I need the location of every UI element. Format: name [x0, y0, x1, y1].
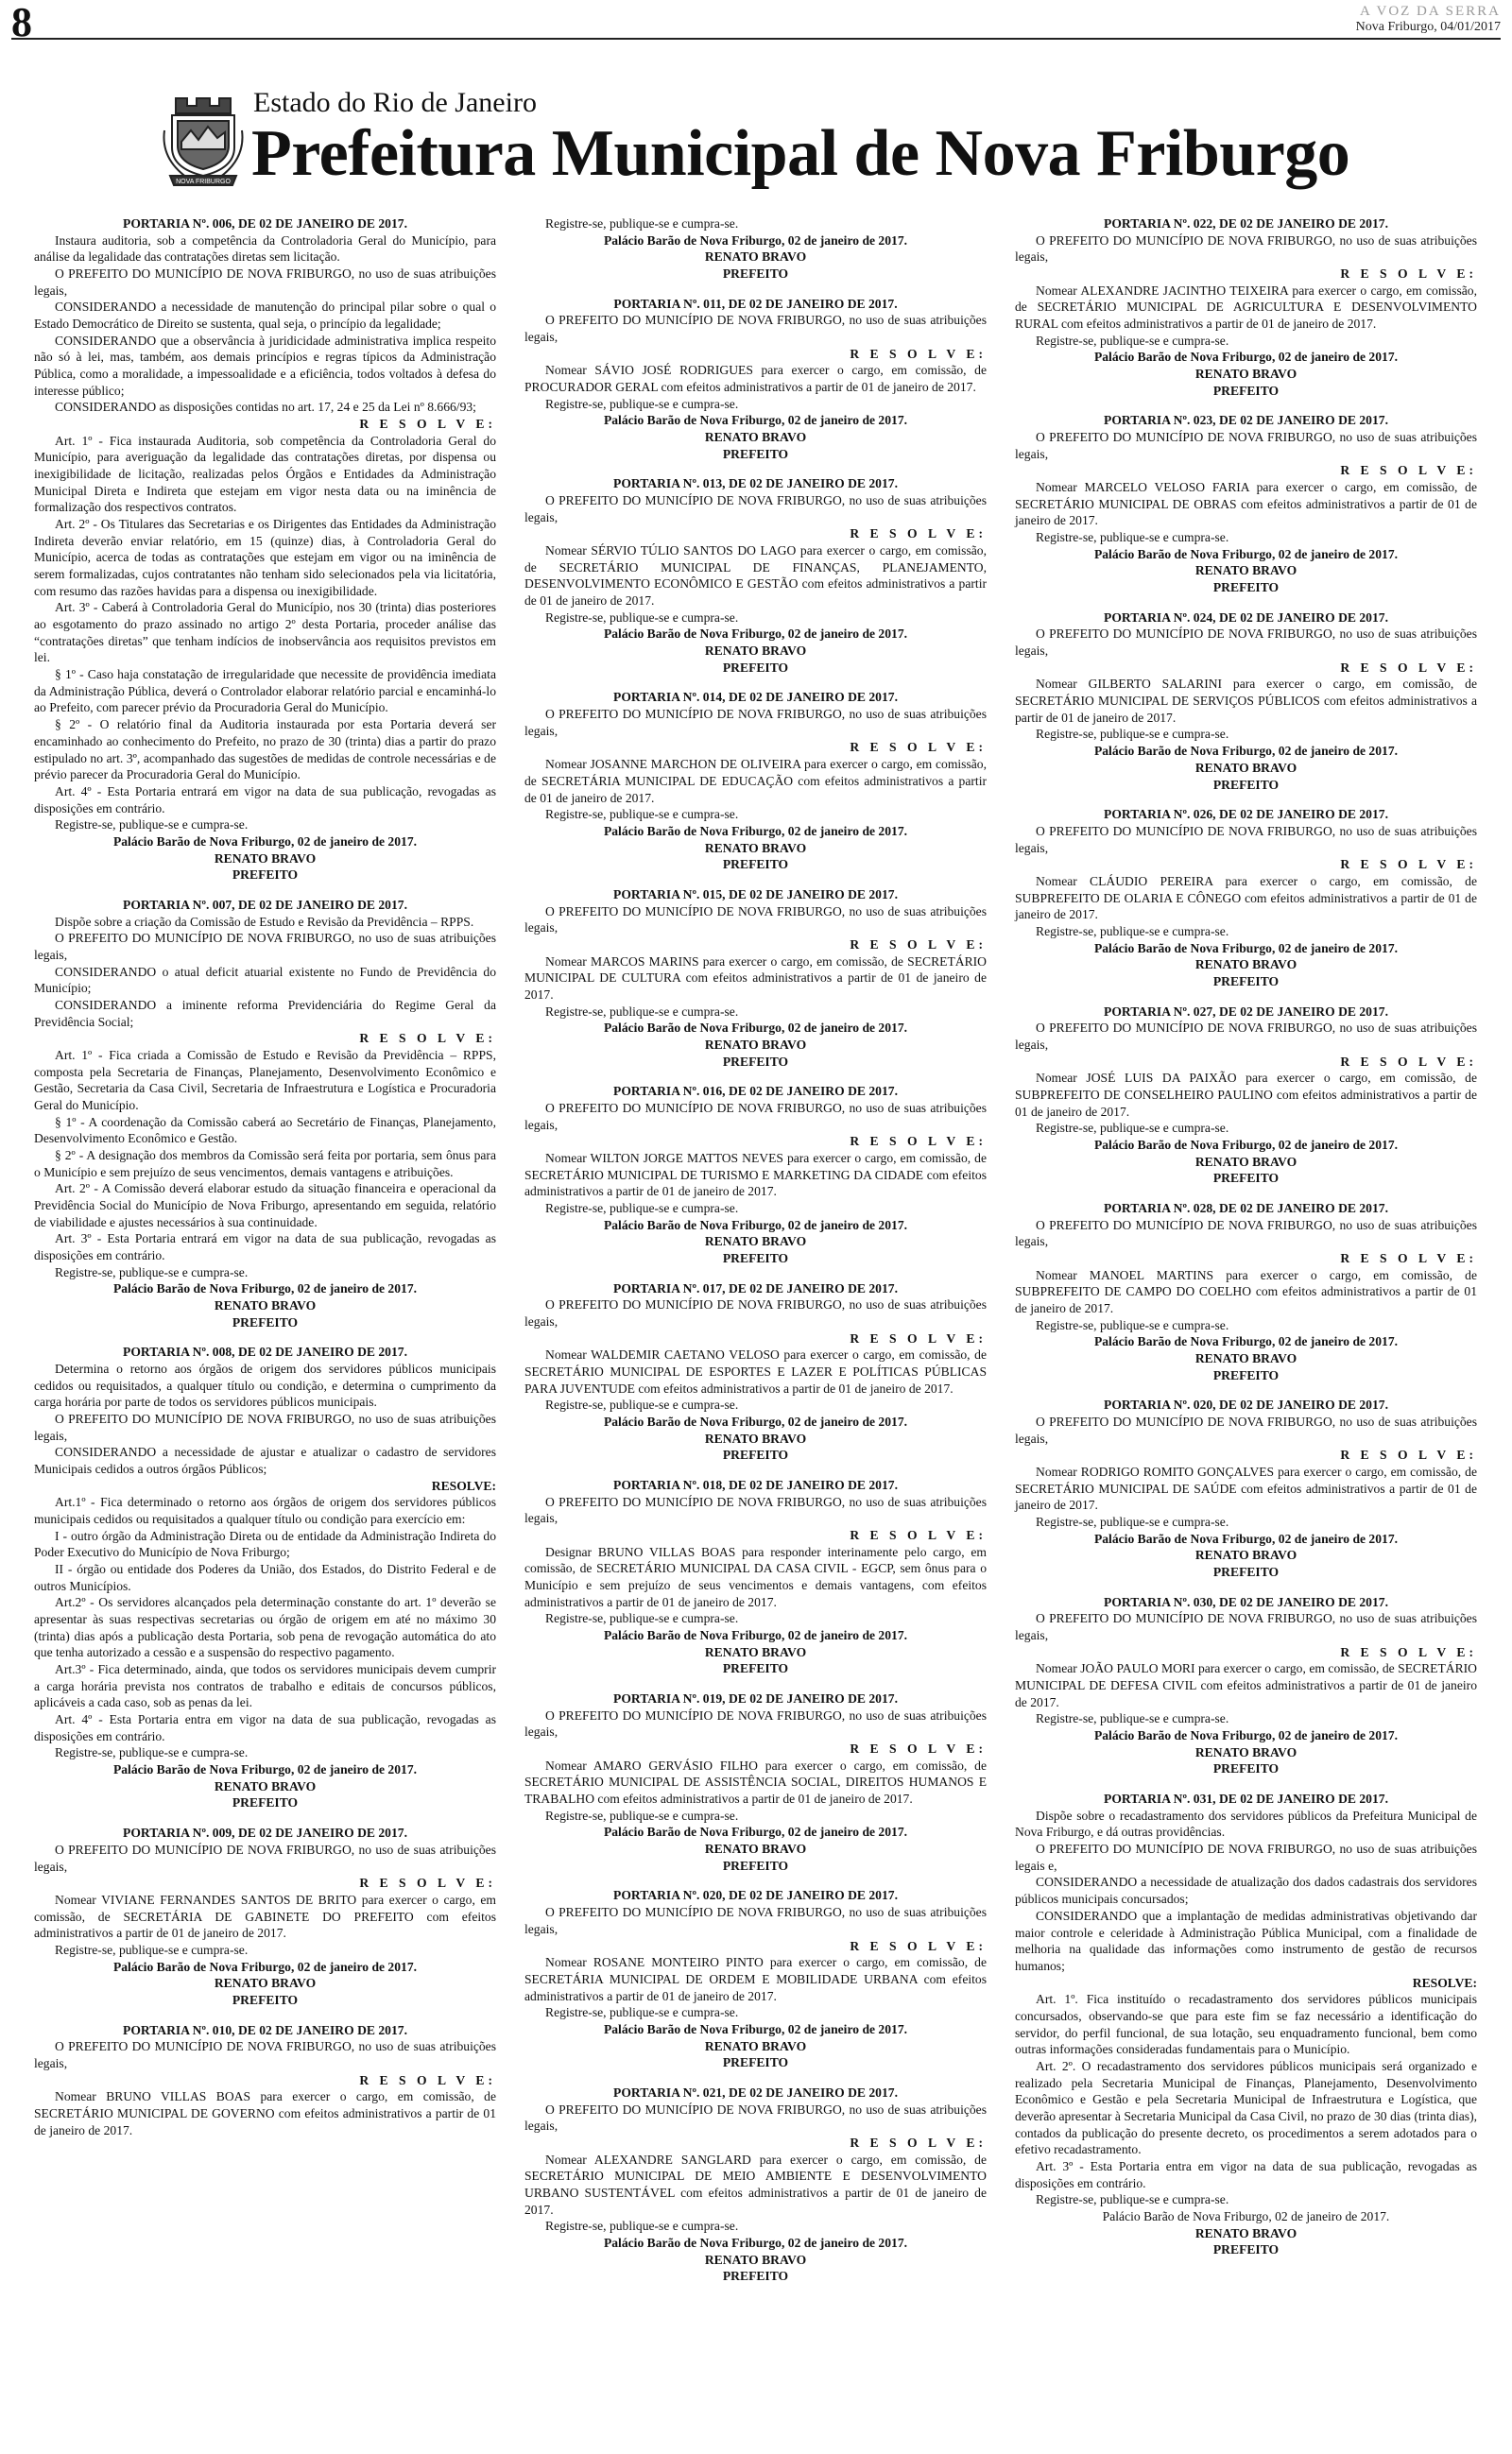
signature-name: RENATO BRAVO — [704, 430, 807, 445]
appointment: Nomear BRUNO VILLAS BOAS para exercer o cargo, em comissão, de SECRETÁRIO MUNICIPAL DE GOVERNO com efeitos administrativos a partir de 01 de janeiro de 2017. — [34, 2089, 496, 2137]
resolve: R E S O L V E: — [850, 936, 987, 952]
portaria-026 — [1015, 806, 1477, 989]
palacio: Palácio Barão de Nova Friburgo, 02 de janeiro de 2017. — [1093, 1137, 1399, 1152]
signature-name: RENATO BRAVO — [214, 850, 317, 866]
registre: Registre-se, publique-se e cumpra-se. — [1036, 1711, 1229, 1726]
appointment: Nomear GILBERTO SALARINI para exercer o cargo, em comissão, de SECRETÁRIO MUNICIPAL DE SERVIÇOS PÚBLICOS com efeitos administrativos a partir de 01 de janeiro de 2017. — [1015, 677, 1477, 725]
signature-role: PREFEITO — [722, 1661, 789, 1676]
paragraph: § 1º - Caso haja constatação de irregularidade que necessite de providência imediata da Administração Pública, deverá o Controlador elaborar relatório parcial e encaminhá-lo ao Prefeito, com parecer prévio da Procuradoria Geral do Município. — [34, 667, 496, 715]
ementa: Instaura auditoria, sob a competência da Controladoria Geral do Município, para análise da legalidade das contratações diretas sem licitação. — [34, 232, 496, 265]
preamble: O PREFEITO DO MUNICÍPIO DE NOVA FRIBURGO, no uso de suas atribuições legais, — [34, 2039, 496, 2070]
signature-name: RENATO BRAVO — [214, 1976, 317, 1991]
registre: Registre-se, publique-se e cumpra-se. — [545, 807, 739, 822]
portaria-010 — [34, 2022, 496, 2139]
paper-date: Nova Friburgo, 04/01/2017 — [1355, 19, 1501, 34]
signature-role: PREFEITO — [1212, 580, 1280, 595]
signature-name: RENATO BRAVO — [704, 1037, 807, 1052]
registre: Registre-se, publique-se e cumpra-se. — [55, 1942, 249, 1957]
palacio: Palácio Barão de Nova Friburgo, 02 de janeiro de 2017. — [603, 1217, 908, 1232]
palacio: Palácio Barão de Nova Friburgo, 02 de janeiro de 2017. — [1093, 1334, 1399, 1349]
portaria-title: PORTARIA Nº. 028, DE 02 DE JANEIRO DE 2017. — [1104, 1200, 1388, 1215]
article: Art.3º - Fica determinado, ainda, que todos os servidores municipais devem cumprir a carga horária prevista nos contratos de trabalho e editais de concursos públicos, aplicáveis a cada caso, sob as penas da lei. — [34, 1662, 496, 1710]
appointment: Nomear ALEXANDRE SANGLARD para exercer o cargo, em comissão, de SECRETÁRIO MUNICIPAL DE MEIO AMBIENTE E DESENVOLVIMENTO URBANO SUSTENTÁVEL com efeitos administrativos a partir de 01 de janeiro de 2017. — [524, 2152, 987, 2217]
registre: Registre-se, publique-se e cumpra-se. — [1036, 1317, 1229, 1332]
portaria-title: PORTARIA Nº. 020, DE 02 DE JANEIRO DE 2017. — [613, 1888, 898, 1903]
portaria-024 — [1015, 609, 1477, 793]
appointment: Nomear AMARO GERVÁSIO FILHO para exercer o cargo, em comissão, de SECRETÁRIO MUNICIPAL DE ASSISTÊNCIA SOCIAL, DIREITOS HUMANOS E TRABALHO com efeitos administrativos a partir de 01 de janeiro de 2017. — [524, 1758, 987, 1807]
preamble: O PREFEITO DO MUNICÍPIO DE NOVA FRIBURGO, no uso de suas atribuições legais, — [1015, 626, 1477, 659]
signature-role: PREFEITO — [722, 857, 789, 872]
portaria-title: PORTARIA Nº. 011, DE 02 DE JANEIRO DE 2017. — [613, 296, 898, 311]
preamble: O PREFEITO DO MUNICÍPIO DE NOVA FRIBURGO, no uso de suas atribuições legais, — [1015, 1217, 1477, 1249]
article: Art. 2º - A Comissão deverá elaborar estudo da situação financeira e operacional da Previdência Social do Município de Nova Friburgo, apresentando em seguida, relatório de viabilidade e ajustes necessários à sua continuidade. — [34, 1181, 496, 1229]
considerando: CONSIDERANDO que a observância à juridicidade administrativa implica respeito não só à lei, mas, também, aos demais princípios e regras típicos da Administração Pública, como a moralidade, a impessoalidade e a eficiência, todos voltados à defesa do interesse público; — [34, 333, 496, 398]
preamble: O PREFEITO DO MUNICÍPIO DE NOVA FRIBURGO, no uso de suas atribuições legais, — [1015, 430, 1477, 461]
columns — [34, 215, 1478, 2445]
palacio: Palácio Barão de Nova Friburgo, 02 de janeiro de 2017. — [1093, 744, 1399, 759]
preamble: O PREFEITO DO MUNICÍPIO DE NOVA FRIBURGO, no uso de suas atribuições legais, — [524, 707, 987, 738]
top-rule — [11, 38, 1501, 40]
portaria-title: PORTARIA Nº. 022, DE 02 DE JANEIRO DE 2017. — [1104, 216, 1388, 231]
column-2 — [524, 215, 987, 2445]
portaria-010-continued — [524, 215, 987, 283]
portaria-title: PORTARIA Nº. 018, DE 02 DE JANEIRO DE 2017. — [613, 1478, 898, 1493]
palacio: Palácio Barão de Nova Friburgo, 02 de janeiro de 2017. — [1093, 940, 1399, 955]
portaria-011 — [524, 296, 987, 463]
portaria-022 — [1015, 215, 1477, 399]
preamble: O PREFEITO DO MUNICÍPIO DE NOVA FRIBURGO, no uso de suas atribuições legais, — [524, 1297, 987, 1329]
preamble: O PREFEITO DO MUNICÍPIO DE NOVA FRIBURGO, no uso de suas atribuições legais, — [524, 903, 987, 935]
palacio: Palácio Barão de Nova Friburgo, 02 de janeiro de 2017. — [1093, 1531, 1399, 1546]
resolve: R E S O L V E: — [1340, 1250, 1477, 1265]
signature-name: RENATO BRAVO — [1194, 563, 1297, 578]
paper-name: A VOZ DA SERRA — [1360, 4, 1501, 19]
portaria-028 — [1015, 1200, 1477, 1383]
article: Art. 2º - Os Titulares das Secretarias e os Dirigentes das Entidades da Administração Indireta deverão enviar relatório, em 15 (quinze) dias, à Controladoria Geral do Município, acerca de todas as contratações que estejam em vigor ou na iminência de serem formalizadas, cujos contratantes não tenham sido selecionados pela via licitatória, com resumo das razões havidas para a dispensa ou inexigibilidade. — [34, 517, 496, 598]
signature-role: PREFEITO — [1212, 383, 1280, 398]
registre: Registre-se, publique-se e cumpra-se. — [1036, 727, 1229, 742]
signature-role: PREFEITO — [1212, 2242, 1280, 2257]
preamble: O PREFEITO DO MUNICÍPIO DE NOVA FRIBURGO, no uso de suas atribuições legais, — [1015, 1415, 1477, 1446]
palacio: Palácio Barão de Nova Friburgo, 02 de janeiro de 2017. — [603, 2235, 908, 2250]
appointment: Nomear WILTON JORGE MATTOS NEVES para exercer o cargo, em comissão, de SECRETÁRIO MUNICIPAL DE TURISMO E MARKETING DA CIDADE com efeitos administrativos a partir de 01 de janeiro de 2017. — [524, 1150, 987, 1199]
preamble: O PREFEITO DO MUNICÍPIO DE NOVA FRIBURGO, no uso de suas atribuições legais, — [1015, 823, 1477, 855]
preamble: O PREFEITO DO MUNICÍPIO DE NOVA FRIBURGO, no uso de suas atribuições legais, — [524, 1905, 987, 1936]
signature-name: RENATO BRAVO — [704, 249, 807, 265]
portaria-016 — [524, 1083, 987, 1266]
signature-role: PREFEITO — [1212, 1171, 1280, 1186]
palacio: Palácio Barão de Nova Friburgo, 02 de janeiro de 2017. — [603, 413, 908, 428]
portaria-title: PORTARIA Nº. 031, DE 02 DE JANEIRO DE 2017. — [1104, 1792, 1388, 1807]
appointment: Nomear MARCELO VELOSO FARIA para exercer o cargo, em comissão, de SECRETÁRIO MUNICIPAL DE OBRAS com efeitos administrativos a partir de 01 de janeiro de 2017. — [1015, 480, 1477, 528]
article: Art. 4º - Esta Portaria entra em vigor na data de sua publicação, revogadas as disposições em contrário. — [34, 1712, 496, 1743]
signature-role: PREFEITO — [1212, 973, 1280, 988]
signature-role: PREFEITO — [722, 1054, 789, 1069]
signature-name: RENATO BRAVO — [1194, 1744, 1297, 1759]
article: Art. 3º - Esta Portaria entrará em vigor na data de sua publicação, revogadas as disposições em contrário. — [34, 1231, 496, 1262]
resolve: R E S O L V E: — [359, 1876, 496, 1891]
portaria-006 — [34, 215, 496, 884]
palacio: Palácio Barão de Nova Friburgo, 02 de janeiro de 2017. — [603, 1825, 908, 1840]
registre: Registre-se, publique-se e cumpra-se. — [55, 1745, 249, 1760]
palacio: Palácio Barão de Nova Friburgo, 02 de janeiro de 2017. — [603, 1021, 908, 1036]
signature-role: PREFEITO — [1212, 1761, 1280, 1776]
preamble: O PREFEITO DO MUNICÍPIO DE NOVA FRIBURGO, no uso de suas atribuições legais e, — [1015, 1842, 1477, 1873]
article: Art. 1º - Fica instaurada Auditoria, sob competência da Controladoria Geral do Município, para averiguação da legalidade das contratações diretas, por dispensa ou inexigibilidade de licitação, realizadas pelos Órgãos e Entidades da Administração Municipal Direta e Indireta que estejam em vigor nesta data ou na iminência de formalização dos respectivos contratos. — [34, 433, 496, 515]
article: Art. 4º - Esta Portaria entrará em vigor na data de sua publicação, revogadas as disposições em contrário. — [34, 783, 496, 815]
portaria-title: PORTARIA Nº. 021, DE 02 DE JANEIRO DE 2017. — [613, 2085, 898, 2100]
signature-name: RENATO BRAVO — [1194, 2225, 1297, 2240]
signature-role: PREFEITO — [1212, 1367, 1280, 1382]
signature-role: PREFEITO — [722, 2269, 789, 2284]
palacio: Palácio Barão de Nova Friburgo, 02 de janeiro de 2017. — [603, 232, 908, 248]
resolve: R E S O L V E: — [850, 740, 987, 755]
article: Art. 3º - Caberá à Controladoria Geral do Município, nos 30 (trinta) dias posteriores ao esgotamento do prazo assinado no artigo 2º desta Portaria, proceder análise das “contratações diretas” que tenham indícios de inobservância aos requisitos previstos em lei. — [34, 600, 496, 665]
preamble: O PREFEITO DO MUNICÍPIO DE NOVA FRIBURGO, no uso de suas atribuições legais, — [524, 493, 987, 524]
registre: Registre-se, publique-se e cumpra-se. — [545, 1398, 739, 1413]
preamble: O PREFEITO DO MUNICÍPIO DE NOVA FRIBURGO, no uso de suas atribuições legais, — [524, 2102, 987, 2134]
palacio: Palácio Barão de Nova Friburgo, 02 de janeiro de 2017. — [112, 1959, 418, 1974]
preamble: O PREFEITO DO MUNICÍPIO DE NOVA FRIBURGO, no uso de suas atribuições legais, — [1015, 1021, 1477, 1052]
considerando: CONSIDERANDO a necessidade de manutenção do principal pilar sobre o qual o Estado Democrático de Direito se sustenta, qual seja, o princípio da legalidade; — [34, 300, 496, 332]
portaria-008 — [34, 1344, 496, 1811]
registre: Registre-se, publique-se e cumpra-se. — [545, 1200, 739, 1215]
portaria-title: PORTARIA Nº. 024, DE 02 DE JANEIRO DE 2017. — [1104, 609, 1388, 625]
portaria-title: PORTARIA Nº. 014, DE 02 DE JANEIRO DE 2017. — [613, 690, 898, 705]
portaria-title: PORTARIA Nº. 019, DE 02 DE JANEIRO DE 2017. — [613, 1691, 898, 1707]
article: Art.1º - Fica determinado o retorno aos órgãos de origem dos servidores públicos municipais cedidos ou requisitados a qualquer título ou condição para exercício em: — [34, 1495, 496, 1527]
signature-role: PREFEITO — [232, 1992, 299, 2007]
resolve: R E S O L V E: — [359, 1031, 496, 1046]
portaria-title: PORTARIA Nº. 013, DE 02 DE JANEIRO DE 2017. — [613, 476, 898, 491]
paragraph: § 2º - A designação dos membros da Comissão será feita por portaria, sem ônus para o Município e sem prejuízo de seus vencimentos, demais vantagens e atribuições. — [34, 1147, 496, 1179]
signature-name: RENATO BRAVO — [1194, 760, 1297, 775]
palacio: Palácio Barão de Nova Friburgo, 02 de janeiro de 2017. — [603, 1415, 908, 1430]
signature-name: RENATO BRAVO — [704, 1431, 807, 1446]
resolve: R E S O L V E: — [1340, 1644, 1477, 1659]
resolve: R E S O L V E: — [850, 346, 987, 361]
signature-name: RENATO BRAVO — [704, 1842, 807, 1857]
appointment: Nomear CLÁUDIO PEREIRA para exercer o cargo, em comissão, de SUBPREFEITO DE OLARIA E CÔNEGO com efeitos administrativos a partir de 01 de janeiro de 2017. — [1015, 873, 1477, 922]
item: II - órgão ou entidade dos Poderes da União, dos Estados, do Distrito Federal e de outros Municípios. — [34, 1562, 496, 1593]
portaria-title: PORTARIA Nº. 016, DE 02 DE JANEIRO DE 2017. — [613, 1084, 898, 1099]
government-name: Prefeitura Municipal de Nova Friburgo — [251, 117, 1350, 190]
registre: Registre-se, publique-se e cumpra-se. — [1036, 2192, 1229, 2207]
portaria-019 — [524, 1690, 987, 1874]
registre: Registre-se, publique-se e cumpra-se. — [545, 1611, 739, 1626]
svg-text:NOVA FRIBURGO: NOVA FRIBURGO — [176, 179, 231, 185]
considerando: CONSIDERANDO o atual deficit atuarial existente no Fundo de Previdência do Município; — [34, 964, 496, 996]
appointment: Nomear JOSANNE MARCHON DE OLIVEIRA para exercer o cargo, em comissão, de SECRETÁRIA MUNICIPAL DE EDUCAÇÃO com efeitos administrativos a partir de 01 de janeiro de 2017. — [524, 757, 987, 805]
registre: Registre-se, publique-se e cumpra-se. — [545, 2005, 739, 2020]
appointment: Nomear WALDEMIR CAETANO VELOSO para exercer o cargo, em comissão, de SECRETÁRIO MUNICIPAL DE ESPORTES E LAZER E POLÍTICAS PÚBLICAS PARA JUVENTUDE com efeitos administrativos a partir de 01 de janeiro de 2017. — [524, 1347, 987, 1396]
resolve: R E S O L V E: — [850, 2135, 987, 2150]
palacio: Palácio Barão de Nova Friburgo, 02 de janeiro de 2017. — [1102, 2208, 1390, 2223]
appointment: Nomear JOÃO PAULO MORI para exercer o cargo, em comissão, de SECRETÁRIO MUNICIPAL DE DEFESA CIVIL com efeitos administrativos a partir de 01 de janeiro de 2017. — [1015, 1661, 1477, 1709]
appointment: Nomear ALEXANDRE JACINTHO TEIXEIRA para exercer o cargo, em comissão, de SECRETÁRIO MUNICIPAL DE AGRICULTURA E DESENVOLVIMENTO RURAL com efeitos administrativos a partir de 01 de janeiro de 2017. — [1015, 283, 1477, 332]
considerando: CONSIDERANDO a iminente reforma Previdenciária do Regime Geral da Previdência Social; — [34, 997, 496, 1029]
considerando: CONSIDERANDO que a implantação de medidas administrativas objetivando dar maior controle e celeridade à Administração Pública Municipal, com a finalidade de melhoria na qualidade das informações como instrumento de gestão de recursos humanos; — [1015, 1908, 1477, 1973]
signature-role: PREFEITO — [232, 1795, 299, 1810]
preamble: O PREFEITO DO MUNICÍPIO DE NOVA FRIBURGO, no uso de suas atribuições legais, — [524, 313, 987, 345]
ementa: Determina o retorno aos órgãos de origem dos servidores públicos municipais cedidos ou requisitados, a qualquer título ou condição, e determina o cumprimento da carga horária por parte de todos os servidores públicos municipais. — [34, 1362, 496, 1410]
portaria-021 — [524, 2085, 987, 2285]
signature-name: RENATO BRAVO — [1194, 1548, 1297, 1563]
column-1 — [34, 215, 496, 2445]
portaria-title: PORTARIA Nº. 017, DE 02 DE JANEIRO DE 2017. — [613, 1280, 898, 1296]
signature-name: RENATO BRAVO — [1194, 1351, 1297, 1365]
signature-role: PREFEITO — [722, 2055, 789, 2070]
resolve: RESOLVE: — [1412, 1975, 1477, 1990]
column-3 — [1015, 215, 1477, 2445]
resolve: RESOLVE: — [431, 1478, 496, 1493]
portaria-title: PORTARIA Nº. 007, DE 02 DE JANEIRO DE 2017. — [123, 897, 407, 912]
signature-name: RENATO BRAVO — [704, 840, 807, 855]
portaria-013 — [524, 475, 987, 676]
article: Art. 2º. O recadastramento dos servidores públicos municipais será organizado e realizado pela Secretaria Municipal de Finanças, Planejamento, Desenvolvimento Econômico e Gestão e pela Secretaria Municipal de Infraestrutura e Logística, que deverão apresentar à Secretaria Municipal da Casa Civil, no prazo de 30 dias (trinta dias), contados da publicação do presente decreto, os procedimentos a serem adotados para o efetivo recadastramento. — [1015, 2058, 1477, 2157]
resolve: R E S O L V E: — [1340, 857, 1477, 872]
article: Art. 1º - Fica criada a Comissão de Estudo e Revisão da Previdência – RPPS, composta pela Secretaria de Finanças, Planejamento, Desenvolvimento Econômico e Gestão, Secretaria da Casa Civil, Secretaria de Infraestrutura e Logística e Procuradoria Geral do Município. — [34, 1047, 496, 1112]
preamble: O PREFEITO DO MUNICÍPIO DE NOVA FRIBURGO, no uso de suas atribuições legais, — [34, 1842, 496, 1874]
registre: Registre-se, publique-se e cumpra-se. — [545, 1004, 739, 1019]
resolve: R E S O L V E: — [359, 2072, 496, 2087]
palacio: Palácio Barão de Nova Friburgo, 02 de janeiro de 2017. — [1093, 546, 1399, 561]
considerando: CONSIDERANDO a necessidade de atualização dos dados cadastrais dos servidores públicos municipais concursados; — [1015, 1875, 1477, 1907]
palacio: Palácio Barão de Nova Friburgo, 02 de janeiro de 2017. — [603, 626, 908, 642]
resolve: R E S O L V E: — [850, 1938, 987, 1953]
signature-name: RENATO BRAVO — [704, 1644, 807, 1659]
resolve: R E S O L V E: — [850, 1742, 987, 1757]
portaria-017 — [524, 1280, 987, 1464]
registre: Registre-se, publique-se e cumpra-se. — [545, 609, 739, 625]
signature-role: PREFEITO — [722, 1448, 789, 1463]
signature-name: RENATO BRAVO — [704, 2252, 807, 2267]
signature-name: RENATO BRAVO — [1194, 1154, 1297, 1169]
resolve: R E S O L V E: — [1340, 266, 1477, 282]
signature-name: RENATO BRAVO — [704, 1234, 807, 1249]
signature-role: PREFEITO — [722, 1858, 789, 1873]
portaria-009 — [34, 1825, 496, 2008]
considerando: CONSIDERANDO as disposições contidas no art. 17, 24 e 25 da Lei nº 8.666/93; — [55, 400, 476, 415]
registre: Registre-se, publique-se e cumpra-se. — [1036, 1121, 1229, 1136]
registre: Registre-se, publique-se e cumpra-se. — [55, 817, 249, 832]
page-number: 8 — [11, 0, 32, 45]
article: Art. 1º. Fica instituído o recadastramento dos servidores públicos municipais concursados, observando-se que para este fim se faz necessário a identificação do servidor, do perfil funcional, de sua lotação, seu enquadramento funcional, bem como outras informações consideradas fundamentais para o Município. — [1015, 1992, 1477, 2057]
resolve: R E S O L V E: — [1340, 1448, 1477, 1463]
portaria-title: PORTARIA Nº. 026, DE 02 DE JANEIRO DE 2017. — [1104, 807, 1388, 822]
signature-name: RENATO BRAVO — [704, 644, 807, 659]
signature-role: PREFEITO — [1212, 1565, 1280, 1580]
portaria-title: PORTARIA Nº. 010, DE 02 DE JANEIRO DE 2017. — [123, 2022, 407, 2037]
paragraph: § 2º - O relatório final da Auditoria instaurada por esta Portaria deverá ser encaminhado ao conhecimento do Prefeito, no prazo de 30 (trinta) dias a partir do prazo estipulado no art. 3º, acompanhado das sugestões de medidas de controle necessárias e de prévio parecer da Procuradoria Geral do Município. — [34, 717, 496, 782]
paper-info — [1356, 4, 1501, 34]
signature-role: PREFEITO — [722, 660, 789, 675]
appointment: Nomear SÉRVIO TÚLIO SANTOS DO LAGO para exercer o cargo, em comissão, de SECRETÁRIO MUNICIPAL DE FINANÇAS, PLANEJAMENTO, DESENVOLVIMENTO ECONÔMICO E GESTÃO com efeitos administrativos a partir de 01 de janeiro de 2017. — [524, 543, 987, 609]
palacio: Palácio Barão de Nova Friburgo, 02 de janeiro de 2017. — [112, 833, 418, 849]
palacio: Palácio Barão de Nova Friburgo, 02 de janeiro de 2017. — [1093, 1728, 1399, 1743]
portaria-030 — [1015, 1594, 1477, 1777]
portaria-title: PORTARIA Nº. 030, DE 02 DE JANEIRO DE 2017. — [1104, 1594, 1388, 1609]
resolve: R E S O L V E: — [850, 1330, 987, 1346]
article: Art. 3º - Esta Portaria entra em vigor na data de sua publicação, revogadas as disposições em contrário. — [1015, 2158, 1477, 2190]
signature-role: PREFEITO — [1212, 777, 1280, 792]
portaria-018 — [524, 1477, 987, 1677]
signature-name: RENATO BRAVO — [214, 1298, 317, 1313]
portaria-007 — [34, 897, 496, 1330]
preamble: O PREFEITO DO MUNICÍPIO DE NOVA FRIBURGO, no uso de suas atribuições legais, — [34, 931, 496, 962]
palacio: Palácio Barão de Nova Friburgo, 02 de janeiro de 2017. — [112, 1762, 418, 1777]
resolve: R E S O L V E: — [1340, 463, 1477, 478]
signature-role: PREFEITO — [722, 266, 789, 282]
portaria-015 — [524, 886, 987, 1070]
resolve: R E S O L V E: — [1340, 1054, 1477, 1069]
portaria-title: PORTARIA Nº. 020, DE 02 DE JANEIRO DE 2017. — [1104, 1398, 1388, 1413]
signature-name: RENATO BRAVO — [1194, 957, 1297, 972]
resolve: R E S O L V E: — [359, 417, 496, 432]
resolve: R E S O L V E: — [850, 1134, 987, 1149]
appointment: Nomear MARCOS MARINS para exercer o cargo, em comissão, de SECRETÁRIO MUNICIPAL DE CULTURA com efeitos administrativos a partir de 01 de janeiro de 2017. — [524, 953, 987, 1002]
resolve: R E S O L V E: — [1340, 660, 1477, 675]
palacio: Palácio Barão de Nova Friburgo, 02 de janeiro de 2017. — [603, 823, 908, 838]
portaria-020 — [524, 1887, 987, 2070]
preamble: O PREFEITO DO MUNICÍPIO DE NOVA FRIBURGO, no uso de suas atribuições legais, — [524, 1708, 987, 1740]
palacio: Palácio Barão de Nova Friburgo, 02 de janeiro de 2017. — [603, 2021, 908, 2036]
coat-of-arms-icon — [159, 93, 248, 189]
preamble: O PREFEITO DO MUNICÍPIO DE NOVA FRIBURGO, no uso de suas atribuições legais, — [524, 1100, 987, 1132]
portaria-title: PORTARIA Nº. 015, DE 02 DE JANEIRO DE 2017. — [613, 886, 898, 901]
appointment: Nomear SÁVIO JOSÉ RODRIGUES para exercer o cargo, em comissão, de PROCURADOR GERAL com efeitos administrativos a partir de 01 de janeiro de 2017. — [524, 363, 987, 395]
signature-role: PREFEITO — [232, 867, 299, 883]
signature-role: PREFEITO — [722, 1250, 789, 1265]
palacio: Palácio Barão de Nova Friburgo, 02 de janeiro de 2017. — [603, 1628, 908, 1643]
portaria-title: PORTARIA Nº. 008, DE 02 DE JANEIRO DE 2017. — [123, 1345, 407, 1360]
registre: Registre-se, publique-se e cumpra-se. — [55, 1264, 249, 1279]
portaria-title: PORTARIA Nº. 006, DE 02 DE JANEIRO DE 2017. — [123, 216, 407, 231]
considerando: CONSIDERANDO a necessidade de ajustar e atualizar o cadastro de servidores Municipais cedidos a outros órgãos Públicos; — [34, 1445, 496, 1477]
item: I - outro órgão da Administração Direta ou de entidade da Administração Indireta do Poder Executivo do Município de Nova Friburgo; — [34, 1528, 496, 1560]
signature-name: RENATO BRAVO — [704, 2038, 807, 2053]
portaria-title: PORTARIA Nº. 009, DE 02 DE JANEIRO DE 2017. — [123, 1826, 407, 1841]
portaria-023 — [1015, 412, 1477, 595]
signature-name: RENATO BRAVO — [214, 1778, 317, 1793]
state-name: Estado do Rio de Janeiro — [253, 87, 537, 118]
registre: Registre-se, publique-se e cumpra-se. — [1036, 923, 1229, 938]
registre: Registre-se, publique-se e cumpra-se. — [1036, 530, 1229, 545]
registre: Registre-se, publique-se e cumpra-se. — [1036, 1515, 1229, 1530]
preamble: O PREFEITO DO MUNICÍPIO DE NOVA FRIBURGO, no uso de suas atribuições legais, — [34, 1412, 496, 1443]
registre: Registre-se, publique-se e cumpra-se. — [545, 396, 739, 411]
preamble: O PREFEITO DO MUNICÍPIO DE NOVA FRIBURGO, no uso de suas atribuições legais, — [1015, 1611, 1477, 1643]
paragraph: § 1º - A coordenação da Comissão caberá ao Secretário de Finanças, Planejamento, Desenvolvimento Econômico e Gestão. — [34, 1114, 496, 1146]
palacio: Palácio Barão de Nova Friburgo, 02 de janeiro de 2017. — [1093, 350, 1399, 365]
registre: Registre-se, publique-se e cumpra-se. — [545, 1808, 739, 1823]
registre: Registre-se, publique-se e cumpra-se. — [545, 216, 739, 231]
portaria-title: PORTARIA Nº. 027, DE 02 DE JANEIRO DE 2017. — [1104, 1004, 1388, 1019]
portaria-title: PORTARIA Nº. 023, DE 02 DE JANEIRO DE 2017. — [1104, 413, 1388, 428]
appointment: Nomear JOSÉ LUIS DA PAIXÃO para exercer o cargo, em comissão, de SUBPREFEITO DE CONSELHEIRO PAULINO com efeitos administrativos a partir de 01 de janeiro de 2017. — [1015, 1071, 1477, 1119]
portaria-027 — [1015, 1004, 1477, 1187]
appointment: Designar BRUNO VILLAS BOAS para responder interinamente pelo cargo, em comissão, de SECRETÁRIO MUNICIPAL DA CASA CIVIL - EGCP, sem ônus para o Município e sem prejuízo de seus vencimentos e demais vantagens, com efeitos administrativos a partir de 01 de janeiro de 2017. — [524, 1544, 987, 1609]
registre: Registre-se, publique-se e cumpra-se. — [1036, 333, 1229, 348]
preamble: O PREFEITO DO MUNICÍPIO DE NOVA FRIBURGO, no uso de suas atribuições legais, — [1015, 232, 1477, 265]
portaria-020-saude — [1015, 1397, 1477, 1580]
appointment: Nomear MANOEL MARTINS para exercer o cargo, em comissão, de SUBPREFEITO DE CAMPO DO COELHO com efeitos administrativos a partir de 01 de janeiro de 2017. — [1015, 1267, 1477, 1315]
resolve: R E S O L V E: — [850, 526, 987, 541]
portaria-014 — [524, 689, 987, 872]
palacio: Palácio Barão de Nova Friburgo, 02 de janeiro de 2017. — [112, 1281, 418, 1296]
article: Art.2º - Os servidores alcançados pela determinação constante do art. 1º deverão se apresentar às suas respectivas secretarias ou órgão de origem em até no máximo 30 (trinta) dias após a publicação desta Portaria, sob pena de revogação automática do ato que tenha autorizado a cessão e a suspensão do respectivo pagamento. — [34, 1595, 496, 1660]
appointment: Nomear VIVIANE FERNANDES SANTOS DE BRITO para exercer o cargo, em comissão, de SECRETÁRIA DE GABINETE DO PREFEITO com efeitos administrativos a partir de 01 de janeiro de 2017. — [34, 1892, 496, 1941]
ementa: Dispõe sobre o recadastramento dos servidores públicos da Prefeitura Municipal de Nova Friburgo, e dá outras providências. — [1015, 1808, 1477, 1840]
registre: Registre-se, publique-se e cumpra-se. — [545, 2219, 739, 2234]
signature-name: RENATO BRAVO — [1194, 367, 1297, 382]
signature-role: PREFEITO — [722, 446, 789, 461]
appointment: Nomear RODRIGO ROMITO GONÇALVES para exercer o cargo, em comissão, de SECRETÁRIO MUNICIPAL DE SAÚDE com efeitos administrativos a partir de 01 de janeiro de 2017. — [1015, 1465, 1477, 1513]
preamble: O PREFEITO DO MUNICÍPIO DE NOVA FRIBURGO, no uso de suas atribuições legais, — [34, 266, 496, 298]
preamble: O PREFEITO DO MUNICÍPIO DE NOVA FRIBURGO, no uso de suas atribuições legais, — [524, 1494, 987, 1526]
ementa: Dispõe sobre a criação da Comissão de Estudo e Revisão da Previdência – RPPS. — [55, 914, 474, 929]
resolve: R E S O L V E: — [850, 1528, 987, 1543]
portaria-031 — [1015, 1791, 1477, 2258]
appointment: Nomear ROSANE MONTEIRO PINTO para exercer o cargo, em comissão, de SECRETÁRIA MUNICIPAL DE ORDEM E MOBILIDADE URBANA com efeitos administrativos a partir de 01 de janeiro de 2017. — [524, 1955, 987, 2003]
signature-role: PREFEITO — [232, 1314, 299, 1330]
